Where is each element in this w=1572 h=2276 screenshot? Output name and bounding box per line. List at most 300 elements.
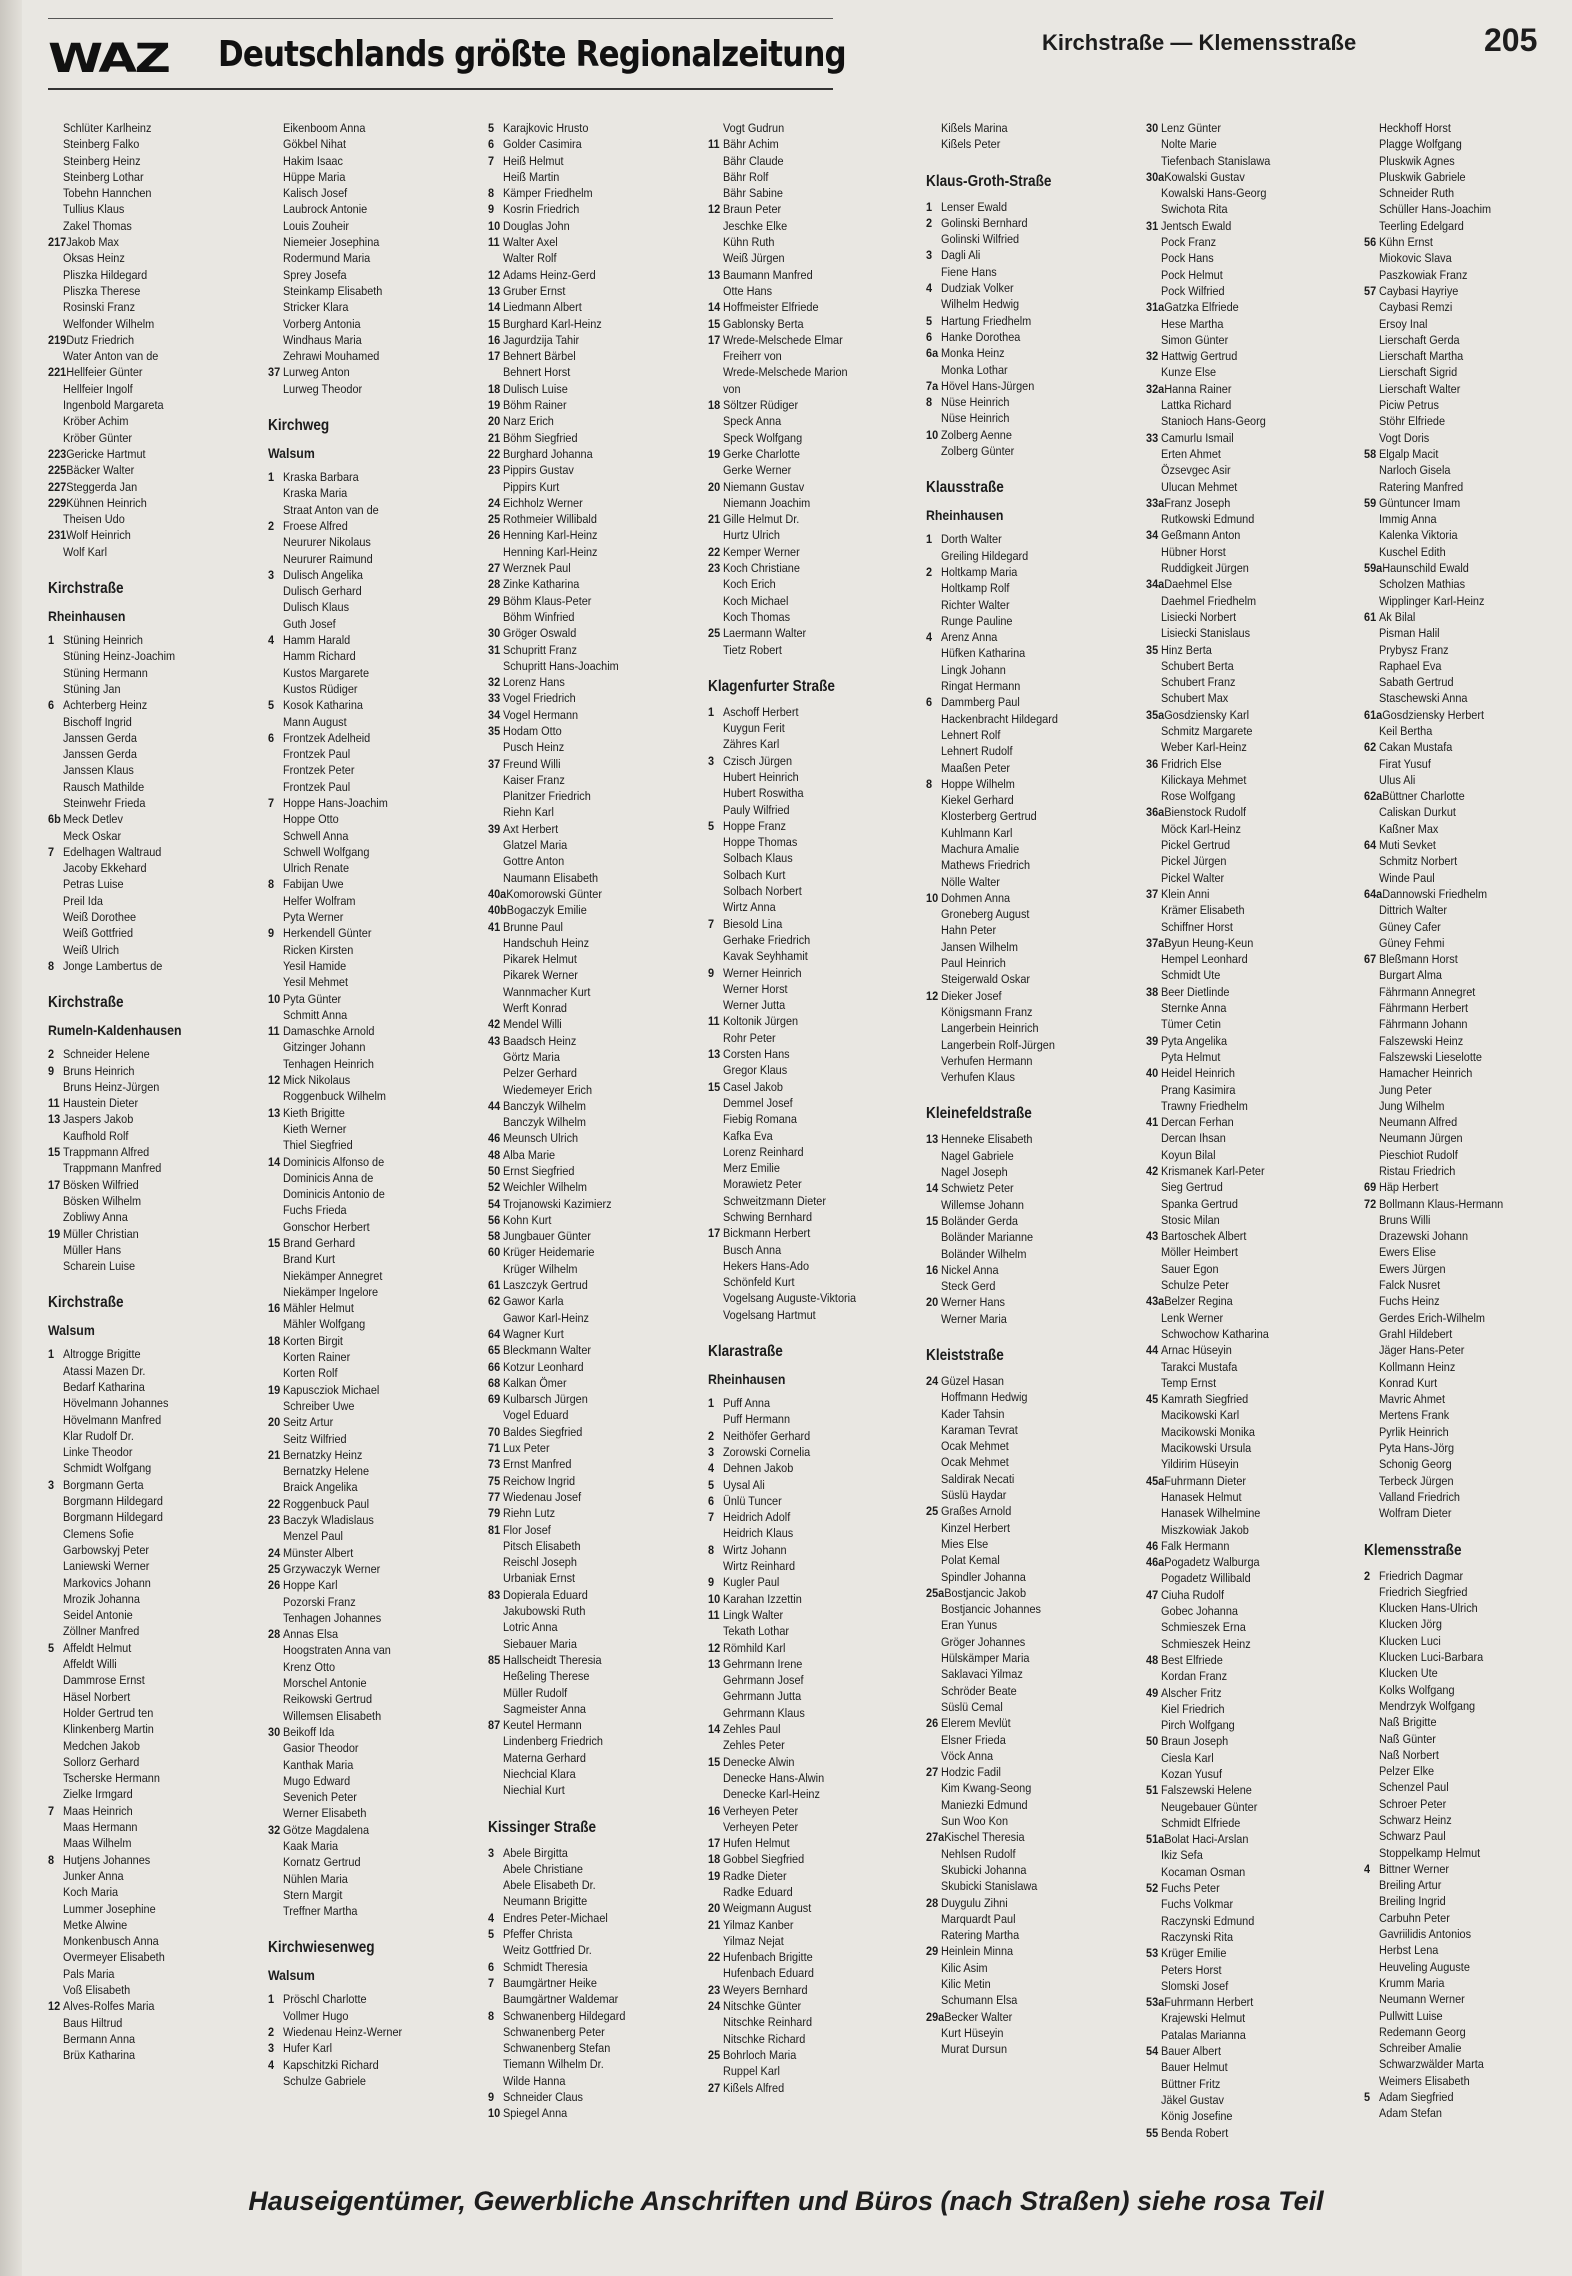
resident-name: Pauly Wilfried (722, 802, 790, 817)
house-number: 10 (488, 2106, 501, 2121)
house-number: 14 (488, 300, 501, 315)
house-number: 39 (488, 821, 501, 836)
resident-entry (488, 462, 668, 478)
resident-entry (268, 502, 448, 518)
house-number: 21 (488, 430, 501, 445)
resident-name: Tenhagen Johannes (282, 1610, 382, 1625)
resident-entry (268, 534, 448, 550)
resident-name: Bähr Sabine (722, 186, 783, 201)
resident-entry (1364, 984, 1544, 1000)
house-number: 83 (488, 1587, 501, 1602)
resident-name: Lummer Josephine (62, 1901, 156, 1916)
house-number: 18 (708, 1852, 721, 1867)
resident-entry (708, 1574, 888, 1590)
house-number: 42 (1146, 1164, 1159, 1178)
resident-name: Tiemann Wilhelm Dr. (502, 2057, 604, 2072)
resident-entry (48, 860, 228, 876)
resident-name: Karajkovic Hrusto (502, 121, 589, 135)
resident-name: Bauer Helmut (1160, 2060, 1228, 2075)
resident-entry (268, 185, 448, 201)
resident-entry (1146, 1978, 1326, 1994)
resident-entry (268, 1626, 448, 1642)
resident-entry (708, 250, 888, 266)
house-number: 24 (268, 1545, 281, 1560)
resident-name: Adam Stefan (1378, 2106, 1443, 2121)
resident-name: Gablonsky Berta (722, 316, 804, 331)
resident-entry (48, 1242, 228, 1258)
house-number: 60 (488, 1245, 501, 1260)
resident-name: Schubert Berta (1160, 658, 1234, 673)
resident-entry (48, 746, 228, 762)
resident-entry (48, 2015, 228, 2031)
resident-name: Steinwehr Frieda (62, 795, 146, 810)
resident-name: Weyers Bernhard (722, 1982, 808, 1997)
resident-entry (268, 811, 448, 827)
resident-name: Kämper Friedhelm (502, 186, 593, 201)
resident-name: Alba Marie (502, 1147, 556, 1162)
resident-name: Komorowski Günter (506, 886, 602, 901)
resident-entry (488, 951, 668, 967)
house-number: 16 (708, 1803, 721, 1818)
resident-entry (488, 1473, 668, 1489)
resident-entry (1146, 1733, 1326, 1749)
resident-name: Pock Wilfried (1160, 283, 1225, 298)
resident-entry (48, 1852, 228, 1868)
house-number: 30 (488, 626, 501, 641)
resident-entry (708, 1998, 888, 2014)
resident-name: Spindler Johanna (940, 1569, 1026, 1584)
house-number: 30 (1146, 121, 1159, 135)
resident-name: Tarakci Mustafa (1160, 1359, 1238, 1374)
footer-note: Hauseigentümer, Gewerbliche Anschriften und Büros (nach Straßen) siehe rosa Teil (248, 2186, 1324, 2216)
resident-entry (488, 821, 668, 837)
resident-name: Jacoby Ekkehard (62, 861, 147, 876)
resident-name: Kalisch Josef (282, 186, 348, 201)
resident-name: Bernatzky Heinz (282, 1447, 363, 1462)
resident-name: Abele Birgitta (502, 1845, 568, 1860)
house-number: 64a (1364, 886, 1383, 901)
resident-entry (926, 1148, 1106, 1164)
resident-entry (268, 1854, 448, 1870)
resident-name: Jaspers Jakob (62, 1112, 134, 1127)
resident-entry (488, 2105, 668, 2121)
resident-name: Bedarf Katharina (62, 1380, 145, 1394)
resident-entry (1364, 1633, 1544, 1649)
resident-name: Koch Michael (722, 593, 789, 608)
resident-name: Saldirak Necati (940, 1471, 1015, 1486)
resident-entry (488, 690, 668, 706)
resident-name: Duygulu Zihni (940, 1895, 1008, 1910)
resident-name: Steinberg Lothar (62, 169, 144, 184)
resident-entry (488, 1538, 668, 1554)
resident-name: Schmidt Ute (1160, 968, 1221, 983)
resident-name: Bösken Wilfried (62, 1177, 139, 1192)
resident-entry (1146, 283, 1326, 299)
resident-name: Weichler Wilhelm (502, 1180, 587, 1195)
resident-entry (708, 2031, 888, 2047)
resident-name: Markovics Johann (62, 1575, 151, 1590)
resident-name: Süslü Cemal (940, 1699, 1003, 1714)
resident-name: Wannmacher Kurt (502, 984, 591, 999)
resident-name: Beikoff Ida (282, 1724, 335, 1739)
resident-name: Herbst Lena (1378, 1943, 1439, 1958)
resident-name: Klinkenberg Martin (62, 1722, 154, 1737)
resident-name: Koch Thomas (722, 609, 791, 624)
resident-entry (488, 1326, 668, 1342)
resident-entry (268, 1838, 448, 1854)
resident-entry (488, 1098, 668, 1114)
resident-name: Pusch Heinz (502, 740, 565, 755)
house-number: 69 (1364, 1180, 1377, 1195)
resident-entry (1364, 381, 1544, 397)
resident-name: Neururer Nikolaus (282, 535, 371, 550)
resident-name: Tullius Klaus (62, 202, 125, 217)
resident-name: Hövelmann Manfred (62, 1412, 162, 1427)
house-number: 61a (1364, 707, 1383, 722)
resident-entry (926, 1406, 1106, 1422)
resident-entry (708, 1395, 888, 1411)
resident-entry (48, 348, 228, 364)
resident-entry (708, 511, 888, 527)
resident-name: Yesil Hamide (282, 958, 347, 973)
resident-name: Holtkamp Maria (940, 564, 1018, 579)
resident-name: Freiherr von (722, 349, 782, 364)
resident-name: Gröger Oswald (502, 626, 577, 641)
resident-entry (1146, 756, 1326, 772)
resident-entry (1146, 381, 1326, 397)
resident-entry (1364, 1456, 1544, 1472)
resident-entry (1146, 967, 1326, 983)
resident-name: Ernst Siegfried (502, 1164, 575, 1178)
resident-entry (708, 1225, 888, 1241)
resident-name: Kiel Friedrich (1160, 1701, 1225, 1716)
resident-name: Overmeyer Elisabeth (62, 1950, 165, 1965)
house-number: 40a (488, 886, 507, 901)
resident-entry (1364, 1665, 1544, 1681)
resident-entry (48, 909, 228, 925)
resident-name: Schulze Peter (1160, 1278, 1229, 1293)
resident-name: Skubicki Stanislawa (940, 1879, 1038, 1894)
house-number: 56 (1364, 235, 1377, 250)
resident-entry (1364, 642, 1544, 658)
resident-entry (1146, 250, 1326, 266)
resident-name: Ikiz Sefa (1160, 1848, 1203, 1863)
resident-name: Ruppel Karl (722, 2064, 780, 2079)
resident-entry (926, 694, 1106, 710)
resident-entry (1364, 267, 1544, 283)
resident-entry (1146, 576, 1326, 592)
resident-name: Schenzel Paul (1378, 1780, 1449, 1795)
house-number: 21 (708, 512, 721, 527)
resident-name: Pippirs Kurt (502, 479, 560, 494)
resident-entry (1146, 267, 1326, 283)
resident-name: Pyta Angelika (1160, 1033, 1228, 1048)
resident-name: Dudziak Volker (940, 281, 1014, 296)
header-top-rule (48, 18, 833, 19)
resident-name: Sevenich Peter (282, 1790, 357, 1805)
resident-entry (268, 714, 448, 730)
resident-entry (926, 296, 1106, 312)
resident-entry (1364, 1375, 1544, 1391)
district-heading: Rheinhausen (708, 1371, 786, 1388)
resident-name: Ringat Hermann (940, 679, 1021, 694)
resident-entry (708, 1770, 888, 1786)
resident-name: Becker Walter (944, 2009, 1013, 2024)
resident-entry (268, 1414, 448, 1430)
resident-entry (488, 1065, 668, 1081)
resident-name: Müller Rudolf (502, 1685, 568, 1700)
resident-name: Pisman Halil (1378, 626, 1440, 641)
house-number: 2 (926, 215, 933, 230)
resident-name: Kuhlmann Karl (940, 825, 1013, 840)
resident-name: Miszkowiak Jakob (1160, 1522, 1249, 1537)
resident-entry (48, 1721, 228, 1737)
resident-name: Preil Ida (62, 893, 103, 908)
resident-name: Lisiecki Norbert (1160, 609, 1237, 624)
house-number: 34 (488, 707, 501, 722)
resident-name: Klucken Luci (1378, 1633, 1441, 1648)
resident-name: Weber Karl-Heinz (1160, 740, 1247, 755)
resident-name: Krüger Heidemarie (502, 1245, 595, 1260)
resident-name: Pyta Hans-Jörg (1378, 1441, 1455, 1456)
resident-entry (1146, 1277, 1326, 1293)
resident-entry (488, 674, 668, 690)
house-number: 22 (708, 1950, 721, 1965)
house-number: 54 (488, 1196, 501, 1211)
resident-entry (48, 1160, 228, 1176)
house-number: 16 (488, 332, 501, 347)
resident-entry (1146, 544, 1326, 560)
house-number: 11 (708, 137, 720, 152)
resident-entry (488, 1163, 668, 1179)
resident-entry (48, 958, 228, 974)
resident-entry (268, 1773, 448, 1789)
header-rule (48, 88, 833, 90)
resident-name: Söltzer Rüdiger (722, 398, 799, 413)
house-number: 7 (708, 916, 715, 931)
resident-entry (268, 681, 448, 697)
resident-entry (926, 1715, 1106, 1731)
resident-entry (926, 906, 1106, 922)
resident-name: Weigmann August (722, 1901, 812, 1916)
resident-entry (1364, 1812, 1544, 1828)
house-number: 1 (926, 532, 933, 547)
resident-entry (1364, 120, 1544, 136)
resident-name: Stanioch Hans-Georg (1160, 414, 1266, 429)
resident-name: Abele Elisabeth Dr. (502, 1878, 596, 1893)
resident-entry (268, 1316, 448, 1332)
house-number: 227 (48, 479, 67, 494)
street-heading: Klaus-Groth-Straße (926, 172, 1052, 190)
resident-name: Drazewski Johann (1378, 1229, 1469, 1244)
house-number: 64 (488, 1326, 501, 1341)
resident-entry (48, 250, 228, 266)
resident-name: Solbach Kurt (722, 867, 786, 882)
resident-entry (1146, 1033, 1326, 1049)
house-number: 67 (1364, 952, 1377, 967)
resident-entry (268, 616, 448, 632)
resident-name: Gericke Hartmut (66, 446, 146, 461)
resident-entry (1364, 332, 1544, 348)
resident-entry (488, 1082, 668, 1098)
resident-name: Fiene Hans (940, 264, 997, 279)
resident-name: Lierschaft Martha (1378, 349, 1464, 364)
resident-name: Schneider Ruth (1378, 186, 1455, 201)
resident-name: Büttner Charlotte (1382, 789, 1465, 804)
house-number: 85 (488, 1652, 501, 1667)
resident-entry (926, 313, 1106, 329)
resident-entry (926, 1471, 1106, 1487)
resident-entry (1146, 1391, 1326, 1407)
resident-name: Plagge Wolfgang (1378, 137, 1462, 152)
resident-entry (1146, 593, 1326, 609)
resident-name: Uysal Ali (722, 1477, 765, 1492)
resident-entry (926, 1927, 1106, 1943)
resident-name: Oksas Heinz (62, 251, 125, 266)
house-number: 5 (926, 313, 933, 328)
resident-name: Herkendell Günter (282, 926, 372, 941)
house-number: 46 (488, 1131, 501, 1146)
resident-name: Werner Elisabeth (282, 1806, 367, 1821)
resident-entry (48, 299, 228, 315)
resident-entry (268, 1724, 448, 1740)
resident-entry (1146, 511, 1326, 527)
resident-entry (708, 1819, 888, 1835)
resident-name: Kißels Marina (940, 121, 1008, 135)
resident-name: Kotzur Leonhard (502, 1359, 584, 1374)
resident-entry (708, 704, 888, 720)
resident-entry (926, 1846, 1106, 1862)
resident-entry (1364, 1731, 1544, 1747)
resident-entry (48, 1835, 228, 1851)
house-number: 29a (926, 2009, 945, 2024)
resident-entry (926, 199, 1106, 215)
resident-name: Schwanenberg Peter (502, 2024, 605, 2039)
house-number: 20 (488, 414, 501, 429)
resident-entry (1364, 1991, 1544, 2007)
resident-entry (268, 958, 448, 974)
resident-name: Verhufen Hermann (940, 1053, 1033, 1068)
resident-name: Bollmann Klaus-Hermann (1378, 1196, 1504, 1211)
resident-name: Puff Anna (722, 1396, 771, 1411)
resident-name: Trawny Friedhelm (1160, 1098, 1248, 1113)
resident-name: Achterberg Heinz (62, 698, 148, 713)
resident-entry (1146, 1782, 1326, 1798)
resident-name: Gosdziensky Karl (1164, 707, 1250, 722)
resident-name: Braick Angelika (282, 1480, 358, 1495)
resident-name: Bäcker Walter (66, 463, 135, 478)
resident-entry (488, 1114, 668, 1130)
resident-name: Dercan Ihsan (1160, 1131, 1226, 1146)
house-number: 16 (268, 1301, 281, 1316)
resident-name: Kowalski Gustav (1164, 169, 1245, 184)
resident-name: Klucken Hans-Ulrich (1378, 1601, 1478, 1616)
resident-entry (488, 511, 668, 527)
house-number: 25a (926, 1585, 945, 1600)
house-number: 72 (1364, 1196, 1377, 1211)
resident-entry (926, 1389, 1106, 1405)
resident-entry (488, 1277, 668, 1293)
resident-name: Abele Christiane (502, 1861, 583, 1876)
resident-entry (1146, 1831, 1326, 1847)
resident-entry (708, 850, 888, 866)
house-number: 8 (48, 1852, 55, 1867)
house-number: 13 (268, 1105, 281, 1120)
resident-name: Zolberg Günter (940, 444, 1015, 459)
resident-entry (1364, 1747, 1544, 1763)
resident-name: Schmitz Margarete (1160, 723, 1253, 738)
resident-entry (48, 153, 228, 169)
resident-entry (1146, 1766, 1326, 1782)
house-number: 12 (488, 267, 501, 282)
resident-name: Hövel Hans-Jürgen (940, 378, 1035, 393)
resident-name: Brüx Katharina (62, 2048, 136, 2063)
resident-entry (488, 527, 668, 543)
resident-name: Voß Elisabeth (62, 1982, 131, 1997)
resident-entry (1364, 1600, 1544, 1616)
resident-name: Vogelsang Auguste-Viktoria (722, 1291, 857, 1306)
resident-entry (48, 1803, 228, 1819)
resident-name: Hoppe Otto (282, 812, 339, 827)
resident-entry (1146, 642, 1326, 658)
resident-name: Scholzen Mathias (1378, 577, 1466, 592)
resident-name: Baadsch Heinz (502, 1033, 577, 1048)
resident-name: Hübner Horst (1160, 544, 1226, 559)
resident-name: Böhm Rainer (502, 398, 567, 413)
resident-entry (1364, 1942, 1544, 1958)
house-number: 37 (1146, 886, 1159, 901)
resident-name: Lurweg Anton (282, 365, 350, 380)
house-number: 32 (1146, 349, 1159, 364)
resident-entry (1146, 1815, 1326, 1831)
resident-name: Rausch Mathilde (62, 779, 145, 794)
resident-name: Elgalp Macit (1378, 446, 1439, 461)
resident-name: Yildirim Hüseyin (1160, 1457, 1239, 1472)
resident-name: Schumann Elsa (940, 1993, 1018, 2008)
house-number: 9 (488, 2090, 495, 2105)
resident-entry (1364, 821, 1544, 837)
resident-name: Seidel Antonie (62, 1608, 133, 1623)
resident-name: Büttner Fritz (1160, 2076, 1221, 2091)
resident-name: Hakim Isaac (282, 153, 343, 168)
resident-entry (708, 818, 888, 834)
resident-name: Kustos Margarete (282, 665, 370, 680)
resident-name: Tiefenbach Stanislawa (1160, 153, 1271, 168)
resident-entry (48, 1460, 228, 1476)
house-number: 64 (1364, 838, 1377, 853)
house-number: 45a (1146, 1473, 1165, 1488)
resident-entry (488, 902, 668, 918)
resident-entry (48, 1705, 228, 1721)
resident-entry (926, 1780, 1106, 1796)
resident-entry (926, 1262, 1106, 1278)
resident-name: Raczynski Rita (1160, 1929, 1234, 1944)
resident-name: Muti Sevket (1378, 838, 1436, 853)
house-number: 39 (1146, 1033, 1159, 1048)
resident-entry (1146, 1147, 1326, 1163)
resident-name: Hoffmeister Elfriede (722, 300, 819, 315)
resident-entry (1146, 1049, 1326, 1065)
resident-entry (488, 1130, 668, 1146)
resident-entry (1364, 674, 1544, 690)
resident-entry (48, 511, 228, 527)
resident-entry (708, 560, 888, 576)
resident-entry (708, 1030, 888, 1046)
resident-entry (268, 1789, 448, 1805)
resident-entry (1146, 788, 1326, 804)
resident-entry (1364, 2105, 1544, 2121)
resident-entry (1364, 234, 1544, 250)
